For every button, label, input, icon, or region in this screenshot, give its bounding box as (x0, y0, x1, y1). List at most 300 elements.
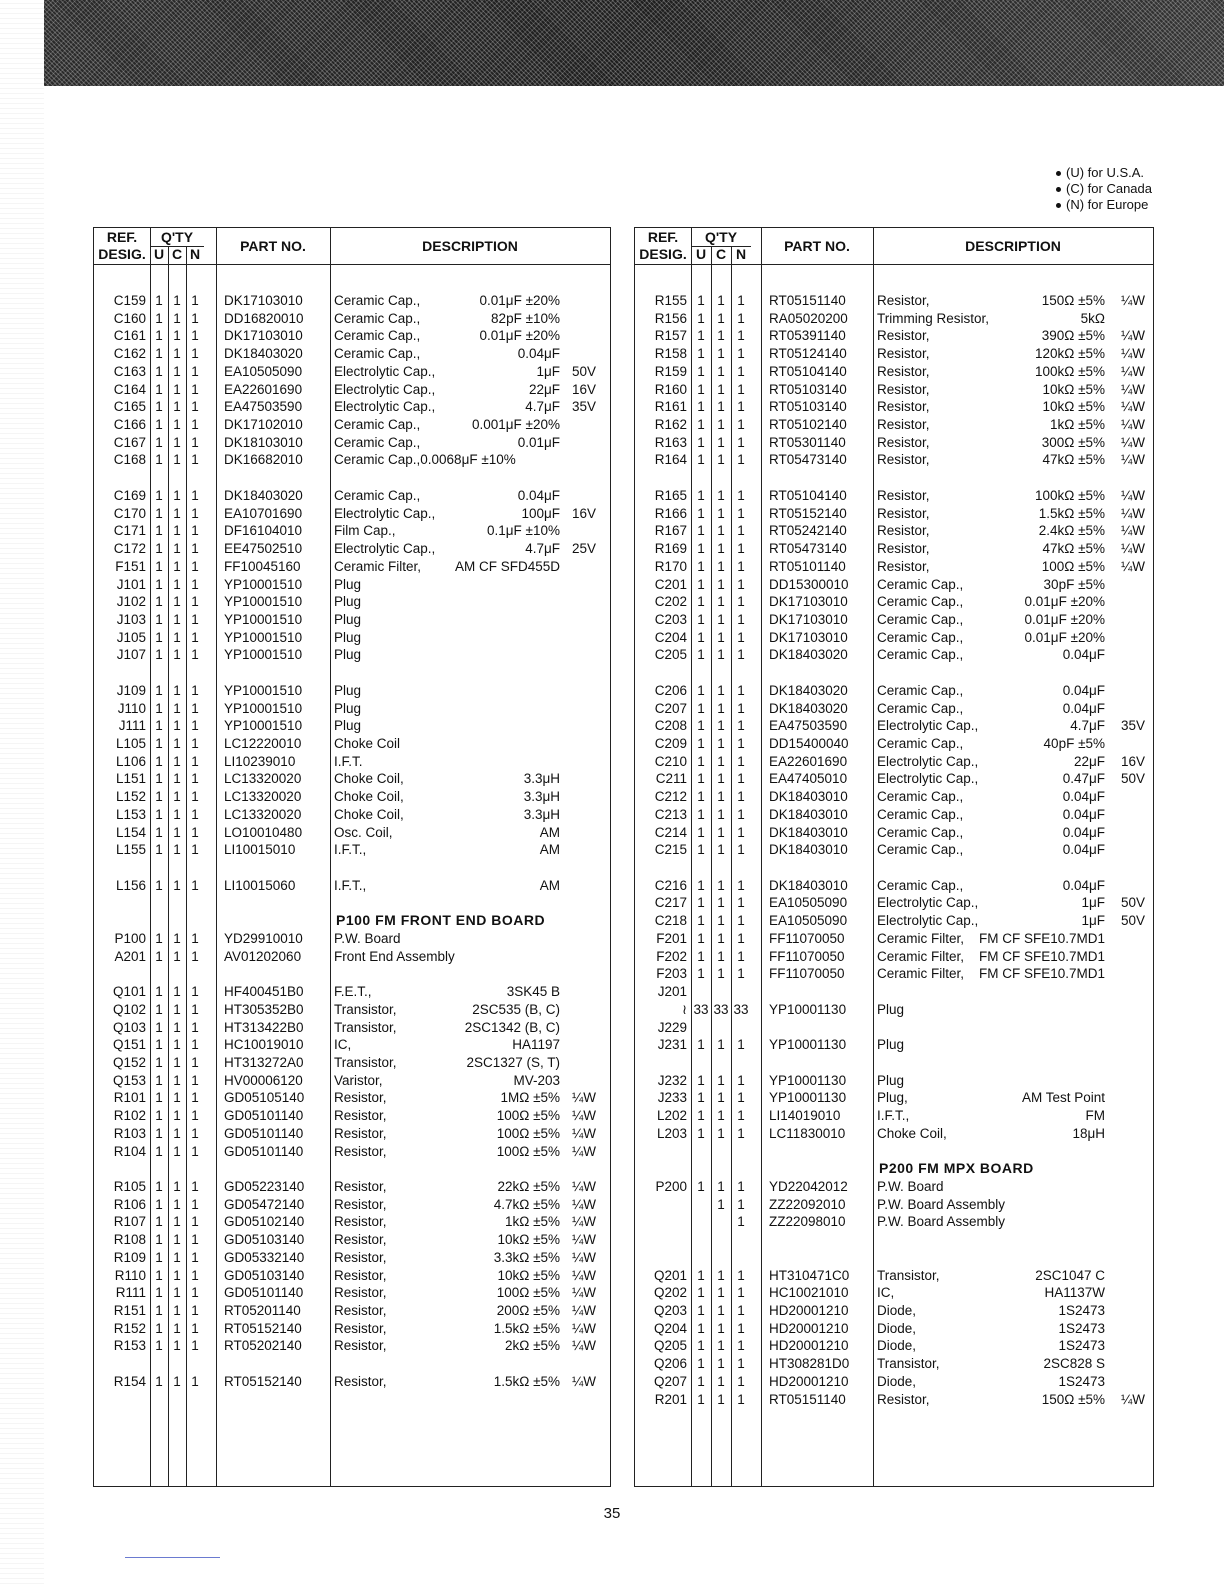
part-number: YP10001510 (224, 700, 303, 716)
qty-usa: 1 (155, 1125, 163, 1141)
ref-designator: C213 (654, 806, 687, 822)
qty-europe: 1 (737, 824, 745, 840)
header-band (44, 0, 1224, 86)
description-value: 100μF (521, 505, 560, 521)
description-name: Electrolytic Cap., (334, 363, 436, 379)
qty-canada: 1 (717, 576, 725, 592)
qty-europe: 1 (191, 434, 199, 450)
description-name: Resistor, (877, 328, 930, 344)
description-name: P.W. Board (877, 1179, 944, 1194)
description-name: Choke Coil, (334, 806, 404, 822)
header-divider (691, 246, 751, 247)
ref-designator: C211 (655, 771, 687, 787)
table-row (94, 1089, 610, 1107)
ref-designator: Q204 (653, 1320, 687, 1336)
qty-canada: 1 (173, 611, 181, 627)
qty-canada: 1 (173, 1125, 181, 1141)
qty-usa: 1 (697, 1037, 705, 1053)
table-row (94, 1054, 610, 1072)
table-row (94, 345, 610, 363)
table-row (94, 451, 610, 469)
description-value: 2SC1047 C (1035, 1267, 1105, 1283)
part-number: EE47502510 (224, 541, 303, 557)
table-row (94, 540, 610, 558)
qty-canada: 1 (173, 789, 181, 805)
description-name: IC, (877, 1285, 895, 1301)
qty-europe: 1 (737, 877, 745, 893)
part-number: LC13320020 (224, 789, 302, 805)
qty-europe: 1 (737, 611, 745, 627)
description-name: Choke Coil (334, 736, 401, 751)
part-number: DK17103010 (224, 328, 303, 344)
ref-designator: C162 (113, 346, 146, 362)
table-row (94, 611, 610, 629)
description-rating: 35V (571, 399, 596, 415)
qty-usa: 1 (155, 1267, 163, 1283)
qty-usa: 1 (155, 381, 163, 397)
qty-usa: 1 (697, 1285, 705, 1301)
description-rating: 50V (1120, 913, 1145, 929)
table-row (94, 576, 610, 594)
qty-europe: 1 (191, 753, 199, 769)
description-value: 1kΩ ±5% (504, 1214, 560, 1230)
header-qty: Q'TY (160, 229, 194, 245)
part-number: YP10001130 (769, 1001, 847, 1017)
description-name: Varistor, (334, 1072, 383, 1088)
section-title: P100 FM FRONT END BOARD (336, 912, 546, 929)
qty-usa: 1 (155, 1090, 163, 1106)
qty-canada: 1 (173, 363, 181, 379)
description-name: Electrolytic Cap., (334, 381, 436, 397)
table-row (94, 381, 610, 399)
qty-usa: 1 (155, 310, 163, 326)
qty-usa: 1 (155, 399, 163, 415)
qty-europe: 1 (737, 966, 745, 982)
description-value: 22kΩ ±5% (497, 1179, 560, 1194)
qty-usa: 1 (155, 877, 163, 893)
qty-canada: 1 (717, 700, 725, 716)
qty-usa: 1 (155, 647, 163, 663)
qty-usa: 1 (155, 328, 163, 344)
table-row (94, 522, 610, 540)
part-number: GD05332140 (224, 1249, 305, 1265)
ref-designator: Q202 (653, 1285, 687, 1301)
ref-designator: R107 (113, 1214, 146, 1230)
qty-europe: 1 (191, 682, 199, 698)
qty-europe: 1 (737, 806, 745, 822)
qty-europe: 1 (737, 1214, 745, 1230)
qty-usa: 1 (155, 452, 163, 468)
legend-item-usa (1056, 165, 1152, 181)
qty-canada: 1 (717, 541, 725, 557)
table-row (635, 983, 1153, 1001)
description-value: 0.04μF (1062, 877, 1105, 893)
table-row (635, 1196, 1153, 1214)
qty-usa: 1 (697, 771, 705, 787)
qty-usa: 1 (155, 523, 163, 539)
qty-usa: 1 (697, 629, 705, 645)
description-value: FM (1085, 1108, 1105, 1124)
description-name: Resistor, (334, 1373, 387, 1389)
qty-europe: 1 (737, 789, 745, 805)
qty-canada: 1 (173, 523, 181, 539)
description-name: Electrolytic Cap., (877, 771, 979, 787)
qty-canada: 1 (173, 647, 181, 663)
parts-table-right (634, 227, 1154, 1487)
table-row (635, 1072, 1153, 1090)
qty-europe: 1 (737, 399, 745, 415)
part-number: HD20001210 (769, 1338, 849, 1354)
part-number: GD05105140 (224, 1090, 305, 1106)
part-number: RT05152140 (224, 1373, 302, 1389)
description-value: 0.04μF (1062, 682, 1105, 698)
qty-canada: 1 (173, 1179, 181, 1194)
table-row (635, 1320, 1153, 1338)
description-rating: ¼W (1120, 452, 1145, 468)
description-value: 0.01μF ±20% (1024, 629, 1105, 645)
description-value: HA1137W (1044, 1285, 1105, 1301)
description-rating: 16V (571, 505, 596, 521)
ref-designator: J107 (116, 647, 146, 663)
table-row (94, 505, 610, 523)
ref-designator: P100 (114, 930, 146, 946)
qty-canada: 1 (717, 1373, 725, 1389)
part-number: YP10001510 (224, 647, 303, 663)
description-name: Resistor, (334, 1179, 387, 1194)
table-row (94, 1196, 610, 1214)
ref-designator: L156 (115, 877, 146, 893)
table-row (94, 363, 610, 381)
qty-europe: 1 (737, 1037, 745, 1053)
description-name: Resistor, (334, 1338, 387, 1354)
description-name: I.F.T., (877, 1108, 910, 1124)
part-number: LC13320020 (224, 806, 302, 822)
qty-usa: 1 (155, 1019, 163, 1035)
part-number: RT05124140 (769, 346, 847, 362)
qty-canada: 1 (173, 1019, 181, 1035)
table-row (635, 540, 1153, 558)
qty-canada: 1 (173, 806, 181, 822)
ref-designator: R106 (113, 1196, 146, 1212)
part-number: DK17103010 (224, 293, 303, 308)
ref-designator: C206 (654, 682, 687, 698)
qty-canada: 1 (173, 753, 181, 769)
description-value: 150Ω ±5% (1041, 293, 1105, 308)
qty-canada: 1 (717, 913, 725, 929)
qty-usa: 1 (697, 611, 705, 627)
qty-usa: 1 (697, 753, 705, 769)
qty-europe: 1 (737, 505, 745, 521)
description-name: Ceramic Cap., (877, 682, 964, 698)
qty-europe: 1 (191, 558, 199, 574)
description-rating: ¼W (1120, 346, 1145, 362)
part-number: RT05101140 (769, 558, 846, 574)
ref-designator: J103 (116, 611, 146, 627)
ref-designator: A201 (114, 948, 146, 964)
ref-designator: R152 (113, 1320, 146, 1336)
qty-canada: 1 (717, 1285, 725, 1301)
table-row (635, 593, 1153, 611)
table-row (635, 1019, 1153, 1037)
qty-usa: 1 (697, 1125, 705, 1141)
blank-row (635, 469, 1153, 487)
table-row (94, 1267, 610, 1285)
part-number: HC10021010 (769, 1285, 849, 1301)
ref-designator: R167 (654, 523, 687, 539)
qty-europe: 1 (191, 541, 199, 557)
description-name: Choke Coil, (877, 1125, 947, 1141)
description-name: F.E.T., (334, 984, 372, 1000)
part-number: GD05101140 (224, 1143, 304, 1159)
description-value: AM (539, 877, 560, 893)
qty-canada: 1 (717, 771, 725, 787)
part-number: DK18403010 (769, 806, 848, 822)
qty-europe: 1 (737, 1303, 745, 1319)
table-row (635, 363, 1153, 381)
table-row (635, 1036, 1153, 1054)
qty-europe: 1 (191, 328, 199, 344)
part-number: DK18403010 (769, 824, 848, 840)
part-number: YP10001510 (224, 611, 303, 627)
table-row (635, 770, 1153, 788)
page-number: 35 (603, 1505, 621, 1522)
ref-designator: J229 (657, 1019, 687, 1035)
table-row (94, 1125, 610, 1143)
qty-canada: 1 (717, 381, 725, 397)
description-name: Plug (334, 700, 362, 716)
part-number: ZZ22092010 (769, 1196, 846, 1212)
qty-europe: 1 (737, 1391, 745, 1407)
description-rating: ¼W (571, 1232, 596, 1248)
description-value: 390Ω ±5% (1041, 328, 1105, 344)
table-row (94, 841, 610, 859)
qty-usa: 1 (155, 505, 163, 521)
ref-designator: R154 (113, 1373, 146, 1389)
qty-europe: 1 (737, 647, 745, 663)
part-number: LO10010480 (224, 824, 303, 840)
qty-usa: 1 (697, 1179, 705, 1194)
description-name: Resistor, (877, 541, 930, 557)
qty-usa: 33 (693, 1001, 709, 1017)
qty-canada: 1 (717, 399, 725, 415)
qty-canada: 1 (173, 399, 181, 415)
section-title: P200 FM MPX BOARD (879, 1160, 1034, 1177)
qty-usa: 1 (697, 647, 705, 663)
part-number: DK18403020 (224, 346, 303, 362)
description-value: 22μF (1073, 753, 1105, 769)
description-rating: ¼W (571, 1125, 596, 1141)
ref-designator: R102 (113, 1108, 146, 1124)
qty-usa: 1 (697, 877, 705, 893)
qty-usa: 1 (155, 594, 163, 610)
qty-europe: 1 (191, 399, 199, 415)
part-number: DK17103010 (769, 629, 848, 645)
table-row (635, 1178, 1153, 1196)
description-name: Electrolytic Cap., (334, 505, 436, 521)
ref-designator: C171 (113, 523, 146, 539)
qty-canada: 1 (717, 487, 725, 503)
description-name: Resistor, (334, 1232, 387, 1248)
qty-canada: 1 (173, 487, 181, 503)
ref-designator: C214 (654, 824, 687, 840)
qty-europe: 1 (191, 381, 199, 397)
table-row (635, 345, 1153, 363)
description-rating: ¼W (1120, 381, 1145, 397)
part-number: ZZ22098010 (769, 1214, 846, 1230)
part-number: LC11830010 (769, 1125, 846, 1141)
qty-europe: 1 (191, 363, 199, 379)
qty-usa: 1 (697, 558, 705, 574)
description-rating: ¼W (571, 1214, 596, 1230)
qty-canada: 1 (717, 1303, 725, 1319)
part-number: HV00006120 (224, 1072, 303, 1088)
qty-canada: 1 (717, 346, 725, 362)
description-name: Resistor, (334, 1125, 387, 1141)
qty-europe: 1 (191, 771, 199, 787)
table-row (635, 646, 1153, 664)
ref-designator: C218 (654, 913, 687, 929)
part-number: LC12220010 (224, 736, 302, 751)
ref-designator: F151 (115, 558, 146, 574)
part-number: DK17103010 (769, 611, 848, 627)
qty-europe: 1 (191, 310, 199, 326)
qty-usa: 1 (155, 753, 163, 769)
qty-canada: 1 (717, 594, 725, 610)
ref-designator: C172 (113, 541, 146, 557)
ref-designator: C217 (654, 895, 687, 911)
description-value: 1kΩ ±5% (1049, 417, 1105, 433)
part-number: FF10045160 (224, 558, 301, 574)
part-number: RA05020200 (769, 310, 848, 326)
description-name: Ceramic Cap., (877, 806, 964, 822)
table-row (635, 1302, 1153, 1320)
qty-europe: 1 (737, 913, 745, 929)
qty-usa: 1 (155, 700, 163, 716)
qty-europe: 1 (737, 736, 745, 751)
qty-usa: 1 (155, 1072, 163, 1088)
ref-designator: F201 (656, 930, 687, 946)
qty-canada: 1 (717, 930, 725, 946)
table-row (94, 398, 610, 416)
description-value: FM CF SFE10.7MD1 (978, 966, 1105, 982)
description-value: 0.04μF (1062, 647, 1105, 663)
qty-canada: 1 (717, 629, 725, 645)
header-part-no: PART NO. (240, 238, 306, 254)
description-rating: ¼W (1120, 399, 1145, 415)
description-value: 0.01μF (517, 434, 560, 450)
qty-canada: 1 (173, 434, 181, 450)
table-row (635, 558, 1153, 576)
description-name: Plug (877, 1001, 905, 1017)
legend-item-europe (1056, 197, 1152, 213)
description-name: Resistor, (877, 523, 930, 539)
qty-usa: 1 (155, 487, 163, 503)
bullet-icon (1056, 203, 1061, 208)
part-number: HF400451B0 (224, 984, 304, 1000)
description-name: Resistor, (877, 293, 930, 308)
description-name: Resistor, (334, 1303, 387, 1319)
qty-usa: 1 (697, 1108, 705, 1124)
qty-europe: 1 (737, 452, 745, 468)
table-row (635, 700, 1153, 718)
ref-designator: R151 (113, 1303, 146, 1319)
table-row (635, 930, 1153, 948)
ref-designator: R101 (113, 1090, 146, 1106)
qty-canada: 1 (173, 541, 181, 557)
description-value: 2SC535 (B, C) (472, 1001, 560, 1017)
qty-usa: 1 (155, 682, 163, 698)
description-value: 0.01μF ±20% (1024, 611, 1105, 627)
qty-canada: 1 (173, 417, 181, 433)
description-name: Resistor, (877, 434, 930, 450)
description-value: 1S2473 (1058, 1320, 1105, 1336)
table-row (94, 930, 610, 948)
qty-europe: 1 (191, 346, 199, 362)
qty-europe: 1 (737, 1072, 745, 1088)
qty-europe: 1 (737, 1373, 745, 1389)
description-name: Ceramic Cap., (877, 629, 964, 645)
ref-designator: R110 (114, 1267, 146, 1283)
qty-canada: 1 (717, 806, 725, 822)
qty-canada: 1 (173, 1072, 181, 1088)
qty-usa: 1 (155, 789, 163, 805)
part-number: EA47503590 (224, 399, 303, 415)
table-row (94, 753, 610, 771)
ref-designator: R156 (654, 310, 687, 326)
qty-europe: 1 (737, 629, 745, 645)
description-name: Electrolytic Cap., (334, 541, 436, 557)
qty-canada: 1 (717, 1267, 725, 1283)
qty-canada: 1 (717, 1072, 725, 1088)
qty-europe: 1 (191, 576, 199, 592)
qty-canada: 1 (173, 293, 181, 308)
qty-usa: 1 (155, 417, 163, 433)
qty-europe: 1 (737, 682, 745, 698)
header-qty-c: C (171, 246, 183, 262)
table-row (635, 1213, 1153, 1231)
description-value: 1S2473 (1058, 1338, 1105, 1354)
ref-designator: R201 (654, 1391, 687, 1407)
qty-canada: 1 (173, 1320, 181, 1336)
header-desig: DESIG. (98, 246, 146, 262)
header-description: DESCRIPTION (422, 238, 518, 254)
part-number: EA22601690 (224, 381, 303, 397)
qty-canada: 1 (717, 1090, 725, 1106)
description-name: Ceramic Cap., (877, 789, 964, 805)
qty-canada: 1 (173, 1267, 181, 1283)
header-desig: DESIG. (639, 246, 687, 262)
part-number: YP10001510 (224, 718, 303, 734)
table-row (635, 505, 1153, 523)
part-number: RT05473140 (769, 541, 847, 557)
qty-europe: 1 (191, 842, 199, 858)
ref-designator: J201 (657, 984, 687, 1000)
description-value: 0.04μF (1062, 824, 1105, 840)
qty-usa: 1 (697, 523, 705, 539)
qty-usa: 1 (155, 629, 163, 645)
part-number: HD20001210 (769, 1320, 849, 1336)
ref-designator: C205 (654, 647, 687, 663)
description-value: 10kΩ ±5% (497, 1232, 560, 1248)
table-row (635, 735, 1153, 753)
part-number: HD20001210 (769, 1303, 849, 1319)
qty-canada: 1 (173, 1285, 181, 1301)
qty-europe: 1 (191, 948, 199, 964)
description-value: 100Ω ±5% (1041, 558, 1105, 574)
table-row (635, 1337, 1153, 1355)
qty-canada: 1 (173, 842, 181, 858)
part-number: LC13320020 (224, 771, 302, 787)
